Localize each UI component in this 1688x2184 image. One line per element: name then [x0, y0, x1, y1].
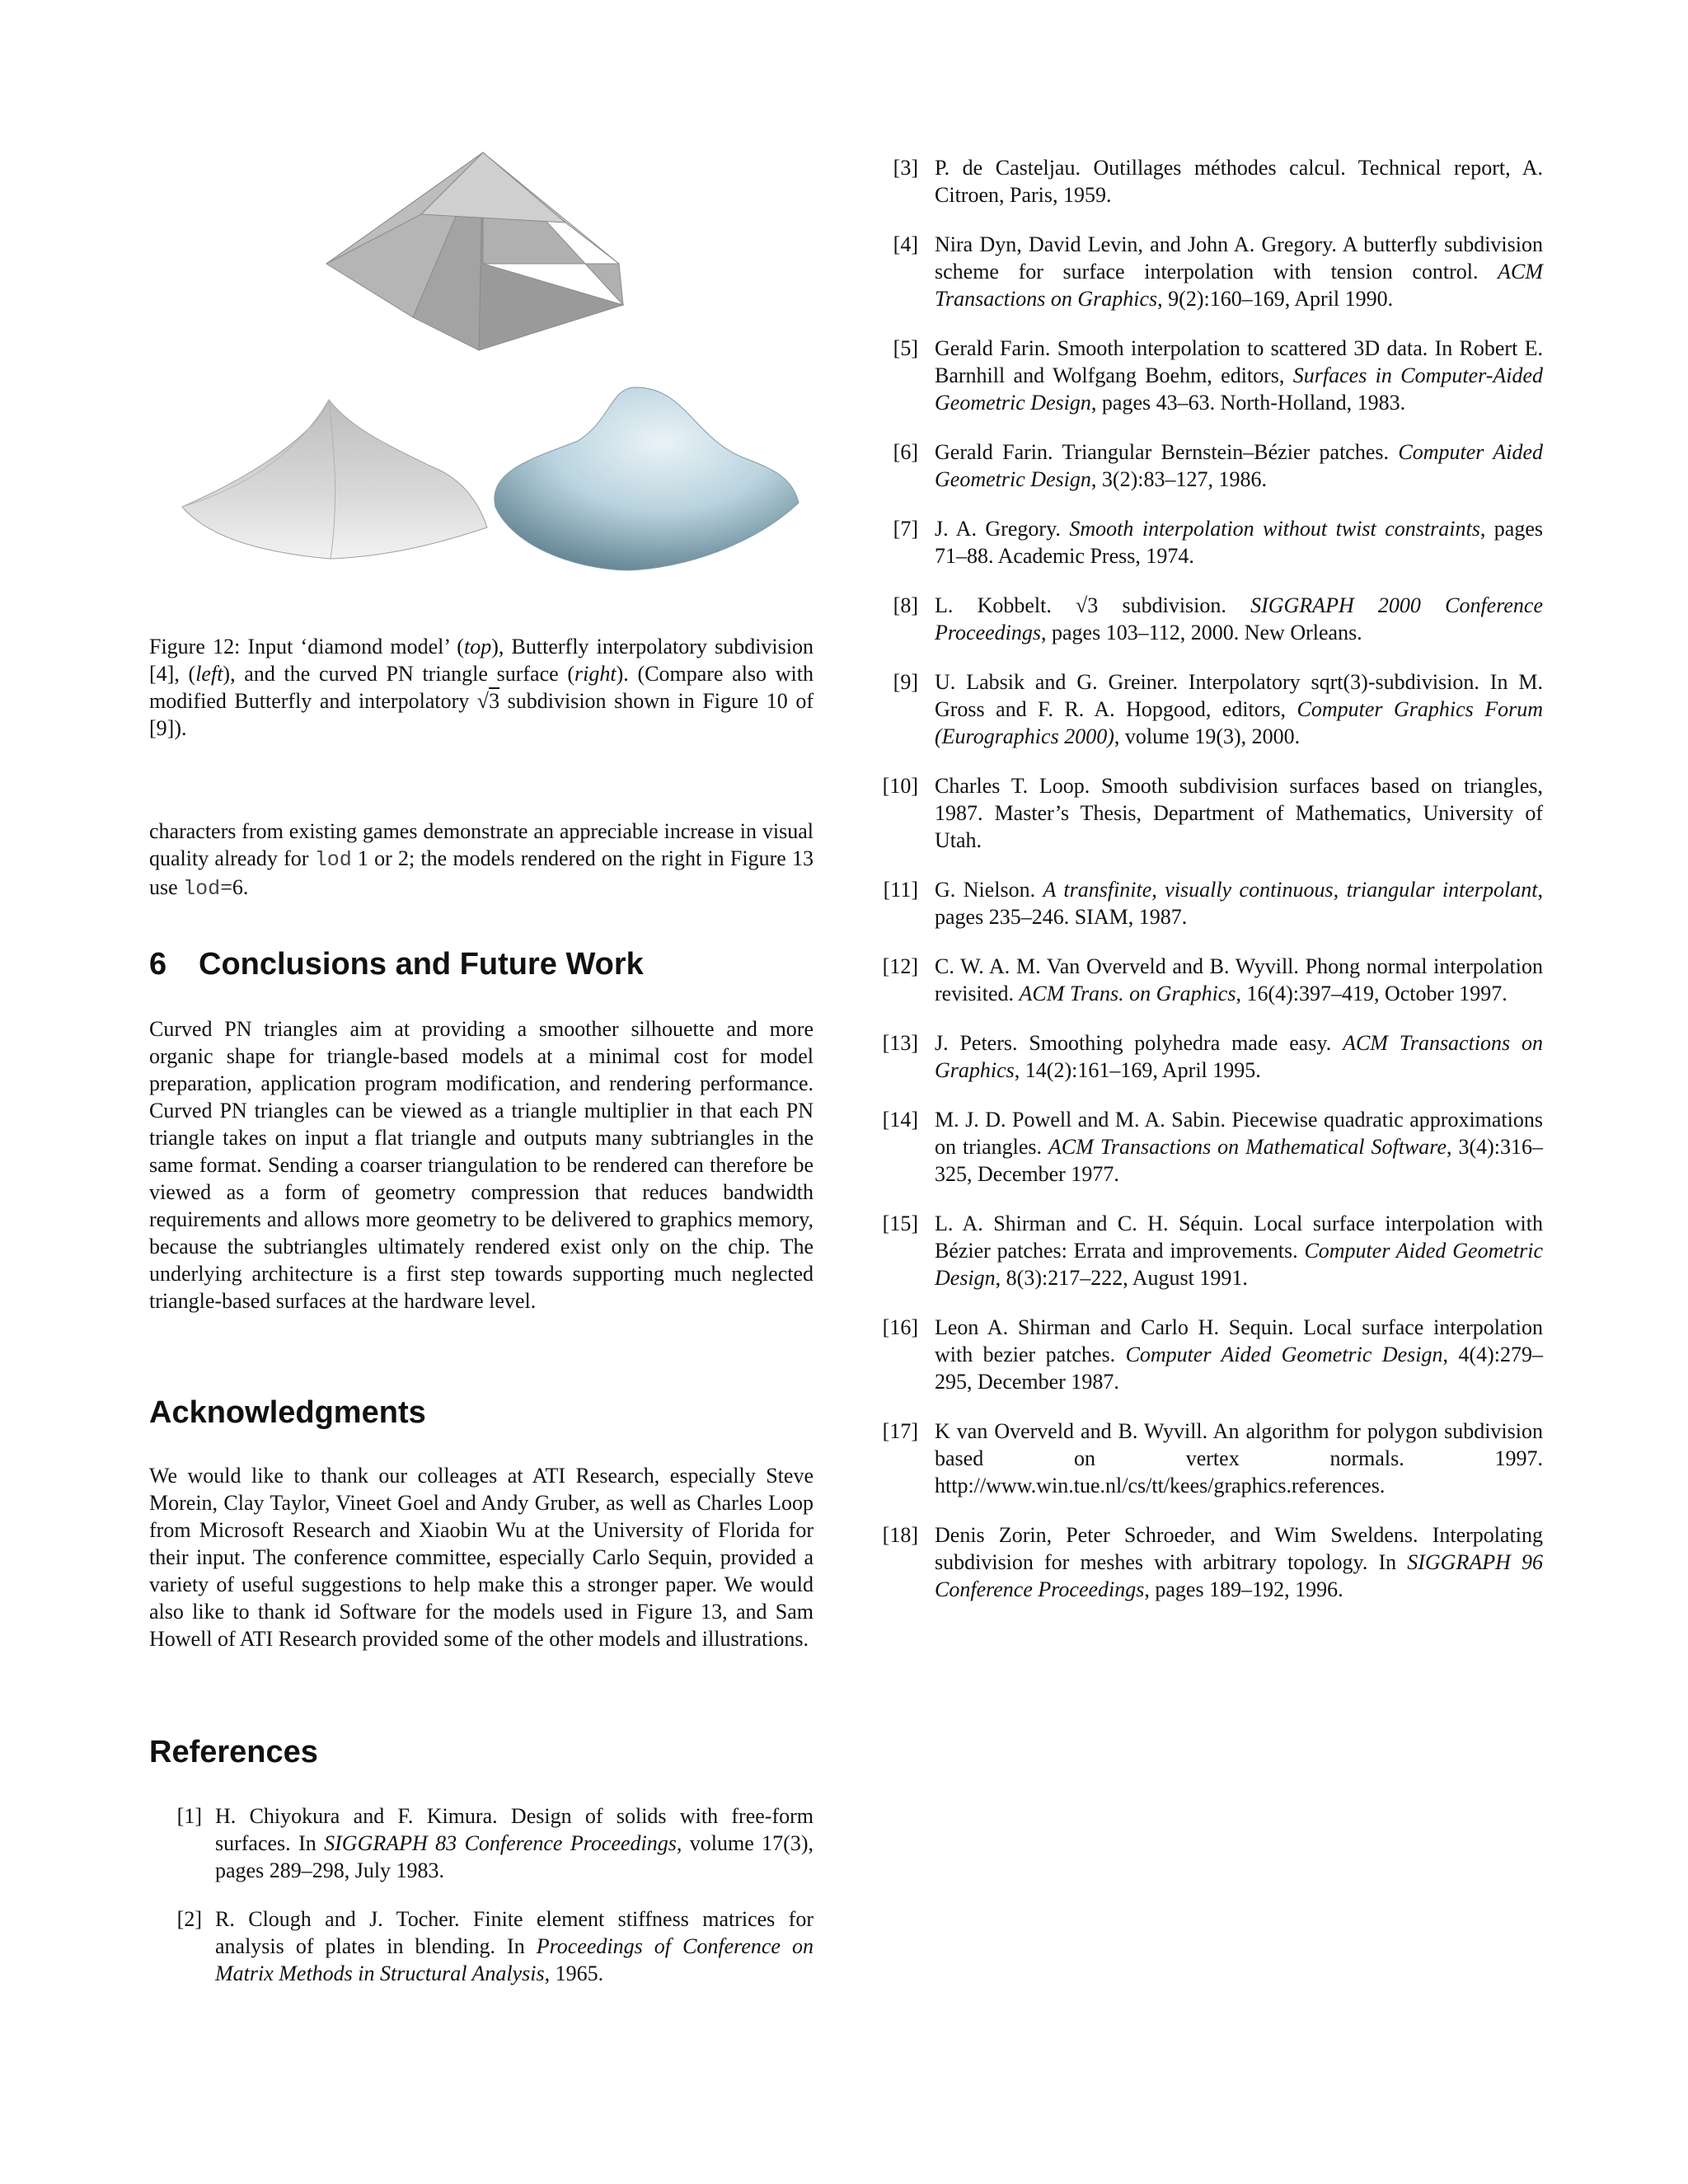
- reference-item: [875, 1418, 1543, 1499]
- reference-details: , 9(2):160–169, April 1990.: [1157, 287, 1394, 311]
- reference-details: , 1965.: [544, 1961, 604, 1985]
- reference-details: , volume 19(3), 2000.: [1114, 724, 1301, 748]
- reference-authors: Leon A. Shirman and Carlo H. Sequin. Local surface interpolation with bezier patches.: [935, 1315, 1543, 1366]
- reference-item: [875, 1210, 1543, 1291]
- section-6-heading: [149, 946, 644, 982]
- reference-item: [875, 953, 1543, 1007]
- reference-venue: ACM Transactions on Graphics: [935, 260, 1543, 311]
- reference-details: , pages 103–112, 2000. New Orleans.: [1041, 621, 1362, 644]
- reference-authors: P. de Casteljau. Outillages méthodes calcul. Technical report, A. Citroen, Paris, 1959.: [935, 156, 1543, 207]
- reference-number: [6]: [893, 440, 918, 464]
- reference-text: [935, 438, 1543, 493]
- reference-authors: L. Kobbelt. √3 subdivision.: [935, 593, 1251, 617]
- reference-text: [935, 1029, 1543, 1084]
- reference-number: [3]: [893, 156, 918, 180]
- reference-number: [15]: [882, 1212, 918, 1235]
- reference-text: [935, 335, 1543, 416]
- reference-details: , volume 17(3), pages 289–298, July 1983.: [215, 1831, 814, 1882]
- reference-text: [935, 668, 1543, 750]
- reference-details: , 4(4):279–295, December 1987.: [935, 1343, 1544, 1394]
- reference-details: , pages 235–246. SIAM, 1987.: [935, 878, 1543, 929]
- reference-details: , 14(2):161–169, April 1995.: [1014, 1058, 1261, 1082]
- reference-authors: M. J. D. Powell and M. A. Sabin. Piecewise quadratic approximations on triangles.: [935, 1108, 1543, 1159]
- caption-text: Figure 12: Input ‘diamond model’ (: [149, 635, 464, 658]
- reference-venue: Computer Aided Geometric Design: [935, 440, 1543, 491]
- reference-number: [1]: [176, 1804, 202, 1828]
- reference-text: [935, 515, 1543, 569]
- reference-authors: L. A. Shirman and C. H. Séquin. Local surface interpolation with Bézier patches: Errata and improvements.: [935, 1212, 1543, 1263]
- caption-top-word: top: [463, 635, 492, 658]
- reference-item: [875, 668, 1543, 750]
- reference-authors: Denis Zorin, Peter Schroeder, and Wim Sweldens. Interpolating subdivision for meshes with arbitrary topology. In: [935, 1523, 1543, 1574]
- caption-left-word: left: [195, 662, 223, 686]
- reference-venue: Surfaces in Computer-Aided Geometric Design: [935, 363, 1544, 415]
- reference-text: [935, 592, 1543, 646]
- reference-item: [875, 231, 1543, 312]
- code-lod: lod: [314, 848, 352, 872]
- diamond-model-flat: [326, 152, 623, 350]
- reference-text: [935, 772, 1543, 854]
- reference-item: [875, 154, 1543, 209]
- caption-text: ). (Compare also with modified Butterfly and interpolatory: [149, 662, 814, 713]
- reference-number: [18]: [882, 1523, 918, 1547]
- reference-venue: ACM Transactions on Graphics: [935, 1031, 1543, 1082]
- reference-item: [875, 335, 1543, 416]
- reference-details: , pages 71–88. Academic Press, 1974.: [935, 517, 1543, 568]
- reference-authors: K van Overveld and B. Wyvill. An algorithm for polygon subdivision based on vertex normals. 1997. http://www.win.tue.nl/cs/tt/kees/graphics.references.: [935, 1419, 1543, 1497]
- pn-triangle-surface: [495, 387, 799, 570]
- reference-item: [875, 438, 1543, 493]
- intro-paragraph: [149, 818, 814, 902]
- reference-venue: SIGGRAPH 2000 Conference Proceedings: [935, 593, 1543, 644]
- reference-item: [149, 1802, 814, 1884]
- reference-details: , 8(3):217–222, August 1991.: [995, 1266, 1248, 1290]
- reference-venue: ACM Trans. on Graphics: [1019, 982, 1236, 1005]
- reference-number: [12]: [882, 954, 918, 978]
- reference-number: [11]: [883, 878, 918, 902]
- reference-venue: SIGGRAPH 83 Conference Proceedings: [324, 1831, 677, 1855]
- reference-text: [935, 1106, 1543, 1188]
- caption-text: ), Butterfly interpolatory subdivision [4], (: [149, 635, 814, 686]
- reference-authors: H. Chiyokura and F. Kimura. Design of solids with free-form surfaces. In: [215, 1804, 814, 1855]
- section-6-body: Curved PN triangles aim at providing a smoother silhouette and more organic shape for triangle-based models at a minimal cost for model preparation, application program modification, and rendering performance. Curved PN triangles can be viewed as a triangle multiplier in that each PN triangle takes on input a flat triangle and outputs many subtriangles in the same format. Sending a coarser triangulation to be rendered can therefore be viewed as a form of geometry compression that reduces bandwidth requirements and allows more geometry to be delivered to graphics memory, because the subtriangles ultimately rendered exist only on the chip. The underlying architecture is a first step towards supporting much neglected triangle-based surfaces at the hardware level.: [149, 1017, 814, 1313]
- reference-number: [8]: [893, 593, 918, 617]
- figure-12-illustration: [149, 140, 814, 577]
- acknowledgments-heading: Acknowledgments: [149, 1395, 426, 1430]
- acknowledgments-body: We would like to thank our colleages at ATI Research, especially Steve Morein, Clay Taylor, Vineet Goel and Andy Gruber, as well as Charles Loop from Microsoft Research and Xiaobin Wu at the University of Florida for their input. The conference committee, especially Carlo Sequin, provided a variety of useful suggestions to help make this a stronger paper. We would also like to thank id Software for the models used in Figure 13, and Sam Howell of ATI Research provided some of the other models and illustrations.: [149, 1464, 814, 1651]
- reference-item: [149, 1905, 814, 1987]
- reference-venue: Computer Aided Geometric Design: [1125, 1343, 1443, 1366]
- code-lod: lod: [183, 877, 221, 901]
- reference-authors: G. Nielson.: [935, 878, 1043, 902]
- reference-authors: Gerald Farin. Smooth interpolation to scattered 3D data. In Robert E. Barnhill and Wolfgang Boehm, editors,: [935, 336, 1543, 387]
- reference-venue: SIGGRAPH 96 Conference Proceedings: [935, 1550, 1544, 1601]
- reference-details: , 3(2):83–127, 1986.: [1090, 467, 1267, 491]
- reference-number: [14]: [882, 1108, 918, 1132]
- references-heading: References: [149, 1735, 318, 1769]
- intro-text: 1 or 2; the models rendered on the right in Figure 13 use: [149, 846, 814, 899]
- reference-authors: J. Peters. Smoothing polyhedra made easy.: [935, 1031, 1343, 1055]
- reference-item: [875, 1521, 1543, 1603]
- reference-item: [875, 1106, 1543, 1188]
- reference-item: [875, 772, 1543, 854]
- reference-venue: ACM Transactions on Mathematical Software: [1048, 1135, 1447, 1159]
- reference-number: [2]: [176, 1907, 202, 1931]
- reference-item: [875, 1029, 1543, 1084]
- reference-authors: U. Labsik and G. Greiner. Interpolatory sqrt(3)-subdivision. In M. Gross and F. R. A. Hopgood, editors,: [935, 670, 1543, 721]
- section-number: 6: [149, 947, 167, 982]
- reference-venue: Computer Aided Geometric Design: [935, 1239, 1543, 1290]
- reference-venue: Proceedings of Conference on Matrix Methods in Structural Analysis: [215, 1934, 814, 1985]
- reference-number: [10]: [882, 774, 918, 798]
- reference-details: , pages 189–192, 1996.: [1144, 1577, 1343, 1601]
- figure-12-caption: [149, 633, 814, 742]
- reference-authors: J. A. Gregory.: [935, 517, 1070, 541]
- reference-venue: A transfinite, visually continuous, triangular interpolant: [1043, 878, 1538, 902]
- butterfly-subdivision-surface: [182, 400, 487, 559]
- reference-details: , pages 43–63. North-Holland, 1983.: [1090, 391, 1406, 415]
- reference-text: [935, 876, 1543, 930]
- reference-number: [4]: [893, 232, 918, 256]
- reference-authors: Gerald Farin. Triangular Bernstein–Bézier patches.: [935, 440, 1399, 464]
- reference-item: [875, 515, 1543, 569]
- reference-item: [875, 592, 1543, 646]
- reference-details: , 3(4):316–325, December 1977.: [935, 1135, 1543, 1186]
- caption-text: subdivision shown in Figure 10 of [9]).: [149, 689, 814, 740]
- reference-number: [9]: [893, 670, 918, 694]
- reference-number: [13]: [882, 1031, 918, 1055]
- reference-text: [935, 1521, 1543, 1603]
- caption-right-word: right: [574, 662, 617, 686]
- reference-item: [875, 1314, 1543, 1395]
- reference-authors: Nira Dyn, David Levin, and John A. Gregory. A butterfly subdivision scheme for surface interpolation with tension control.: [935, 232, 1543, 284]
- caption-text: ), and the curved PN triangle surface (: [223, 662, 575, 686]
- reference-text: [935, 231, 1543, 312]
- reference-text: [215, 1802, 814, 1884]
- reference-venue: Computer Graphics Forum (Eurographics 2000): [935, 697, 1544, 748]
- reference-authors: Charles T. Loop. Smooth subdivision surfaces based on triangles, 1987. Master’s Thesis, Department of Mathematics, University of Utah.: [935, 774, 1543, 852]
- reference-list-left: [149, 1802, 814, 1987]
- reference-number: [7]: [893, 517, 918, 541]
- sqrt-symbol: √3: [476, 689, 500, 713]
- sqrt-radicand: 3: [489, 689, 500, 713]
- reference-number: [17]: [882, 1419, 918, 1443]
- reference-number: [5]: [893, 336, 918, 360]
- reference-text: [935, 154, 1543, 209]
- reference-text: [215, 1905, 814, 1987]
- reference-text: [935, 1418, 1543, 1499]
- reference-list-right: [875, 154, 1543, 1603]
- reference-authors: C. W. A. M. Van Overveld and B. Wyvill. Phong normal interpolation revisited.: [935, 954, 1543, 1005]
- reference-details: , 16(4):397–419, October 1997.: [1236, 982, 1507, 1005]
- section-title: Conclusions and Future Work: [199, 947, 644, 982]
- reference-text: [935, 953, 1543, 1007]
- reference-text: [935, 1210, 1543, 1291]
- reference-venue: Smooth interpolation without twist constraints: [1069, 517, 1480, 541]
- reference-item: [875, 876, 1543, 930]
- reference-number: [16]: [882, 1315, 918, 1339]
- figure-12: [149, 140, 814, 577]
- intro-text: =6.: [220, 875, 249, 899]
- reference-authors: R. Clough and J. Tocher. Finite element stiffness matrices for analysis of plates in blending. In: [215, 1907, 814, 1958]
- intro-text: characters from existing games demonstrate an appreciable increase in visual quality already for: [149, 819, 814, 870]
- reference-text: [935, 1314, 1543, 1395]
